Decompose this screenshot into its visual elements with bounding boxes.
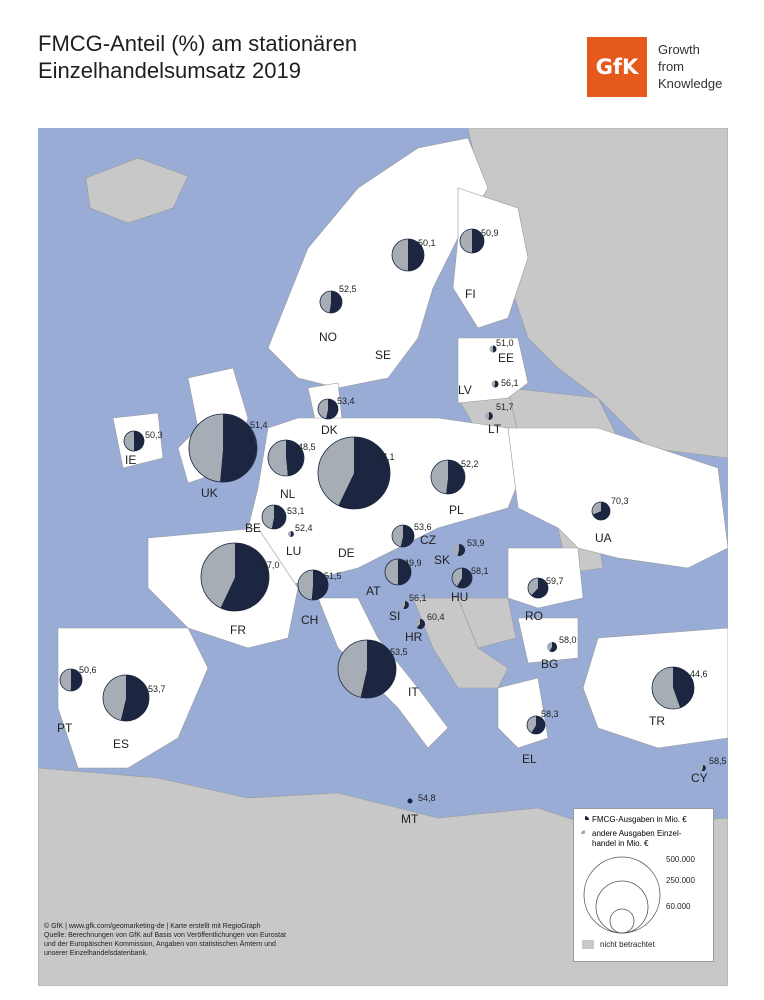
label-uk: UK xyxy=(201,486,218,500)
source-line-2: Quelle: Berechnungen von GfK auf Basis von Veröffentlichungen von Eurostat xyxy=(44,932,286,939)
pct-sk: 53,9 xyxy=(467,538,485,548)
label-tr: TR xyxy=(649,714,665,728)
pct-pl: 52,2 xyxy=(461,459,479,469)
tagline-line1: Growth xyxy=(658,42,700,57)
size-250000: 250.000 xyxy=(666,876,695,885)
pct-fi: 50,9 xyxy=(481,228,499,238)
pct-lt: 51,7 xyxy=(496,402,514,412)
pct-ee: 51,0 xyxy=(496,338,514,348)
legend-other-label xyxy=(592,829,706,849)
label-ie: IE xyxy=(125,453,137,467)
map-title-line1: FMCG-Anteil (%) am stationären xyxy=(38,31,358,56)
label-ch: CH xyxy=(301,613,319,627)
gfk-logo-text: GfK xyxy=(595,55,639,79)
label-si: SI xyxy=(389,609,401,623)
pct-de: 57,1 xyxy=(377,452,395,462)
size-circle-60000 xyxy=(610,909,634,933)
pct-lv: 56,1 xyxy=(501,378,519,388)
pct-fr: 57,0 xyxy=(262,560,280,570)
label-fi: FI xyxy=(465,287,476,301)
tagline-line3: Knowledge xyxy=(658,76,723,91)
gfk-tagline xyxy=(658,41,722,92)
label-be: BE xyxy=(245,521,262,535)
label-hr: HR xyxy=(405,630,423,644)
legend-fmcg-label: FMCG-Ausgaben in Mio. € xyxy=(592,815,687,824)
label-nl: NL xyxy=(280,487,296,501)
label-ro: RO xyxy=(525,609,543,623)
label-no: NO xyxy=(319,330,337,344)
pct-mt: 54,8 xyxy=(418,793,436,803)
size-60000: 60.000 xyxy=(666,902,691,911)
legend-other-line1: andere Ausgaben Einzel- xyxy=(592,829,682,838)
pct-uk: 51,4 xyxy=(250,420,268,430)
size-circle-500000 xyxy=(584,857,660,933)
pct-dk: 53,4 xyxy=(337,396,355,406)
label-at: AT xyxy=(366,584,381,598)
label-cy: CY xyxy=(691,771,708,785)
pct-hu: 58,1 xyxy=(471,566,489,576)
label-pt: PT xyxy=(57,721,73,735)
legend-fmcg xyxy=(580,815,590,828)
legend-other-icon xyxy=(580,829,590,839)
label-es: ES xyxy=(113,737,130,751)
map-title-line2: Einzelhandelsumsatz 2019 xyxy=(38,58,301,83)
pct-at: 49,9 xyxy=(404,558,422,568)
pct-hr: 60,4 xyxy=(427,612,445,622)
label-dk: DK xyxy=(321,423,338,437)
gfk-logo xyxy=(587,37,647,97)
label-pl: PL xyxy=(449,503,464,517)
map-title xyxy=(38,30,357,84)
size-circle-250000 xyxy=(596,881,648,933)
pct-se: 50,1 xyxy=(418,238,436,248)
legend-fmcg-icon xyxy=(580,815,590,825)
label-lt: LT xyxy=(488,422,502,436)
pct-si: 56,1 xyxy=(409,593,427,603)
fmcg-slice xyxy=(408,799,413,804)
label-bg: BG xyxy=(541,657,559,671)
pct-cy: 58,5 xyxy=(709,756,727,766)
label-fr: FR xyxy=(230,623,246,637)
source-line-3: und der Europäischen Kommission, Angaben von statistischen Ämtern und xyxy=(44,941,276,948)
pct-pt: 50,6 xyxy=(79,665,97,675)
label-mt: MT xyxy=(401,812,419,826)
pct-tr: 44,6 xyxy=(690,669,708,679)
tagline-line2: from xyxy=(658,59,684,74)
pct-ro: 59,7 xyxy=(546,576,564,586)
label-el: EL xyxy=(522,752,537,766)
legend-other-line2: handel in Mio. € xyxy=(592,839,649,848)
pct-be: 53,1 xyxy=(287,506,305,516)
pct-it: 53,5 xyxy=(390,647,408,657)
source-line-4: unserer Einzelhandelsdatenbank. xyxy=(44,950,148,957)
pct-no: 52,5 xyxy=(339,284,357,294)
label-it: IT xyxy=(408,685,419,699)
pct-es: 53,7 xyxy=(148,684,166,694)
pct-bg: 58,0 xyxy=(559,635,577,645)
map-legend xyxy=(573,808,714,962)
pct-ch: 51,5 xyxy=(324,571,342,581)
pct-cz: 53,6 xyxy=(414,522,432,532)
legend-other xyxy=(580,829,590,842)
source-line-1: © GfK | www.gfk.com/geomarketing-de | Karte erstellt mit RegioGraph xyxy=(44,923,261,930)
pct-lu: 52,4 xyxy=(295,523,313,533)
label-ee: EE xyxy=(498,351,515,365)
pct-ua: 70,3 xyxy=(611,496,629,506)
pct-ie: 50,3 xyxy=(145,430,163,440)
label-de: DE xyxy=(338,546,355,560)
label-lv: LV xyxy=(458,383,472,397)
pct-nl: 48,5 xyxy=(298,442,316,452)
legend-not-considered-swatch xyxy=(582,940,594,949)
label-sk: SK xyxy=(434,553,451,567)
size-500000: 500.000 xyxy=(666,855,695,864)
label-hu: HU xyxy=(451,590,469,604)
source-note xyxy=(44,922,314,958)
label-ua: UA xyxy=(595,531,612,545)
label-se: SE xyxy=(375,348,392,362)
legend-size-circles xyxy=(582,855,662,935)
label-cz: CZ xyxy=(420,533,436,547)
label-lu: LU xyxy=(286,544,302,558)
legend-not-considered-label: nicht betrachtet xyxy=(600,940,655,949)
pct-el: 58,3 xyxy=(541,709,559,719)
